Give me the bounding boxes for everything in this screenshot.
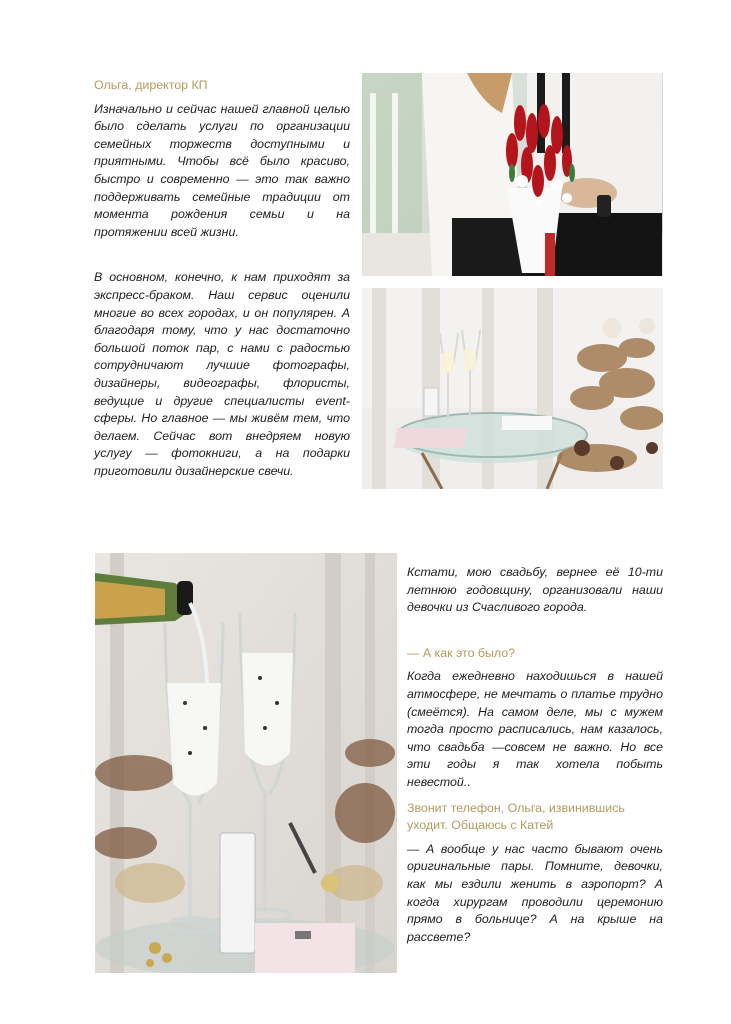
couple-bouquet-illustration (362, 73, 663, 276)
paragraph-answer: Когда ежедневно находишься в нашей атмосфере, не мечтать о платье трудно (смеётся). На самом деле, мы с мужем тогда просто расписались, нам казалось, что свадьба —совсем не важно. Но все эти годы я так хотела побыть невестой.. (407, 669, 663, 789)
interview-question: — А как это было? (407, 645, 516, 660)
speaker-caption: Ольга, директор КП (94, 78, 208, 92)
glass-table-illustration (362, 288, 663, 489)
narrator-note: Звонит телефон, Ольга, извинившись уходит. Общаюсь с Катей (407, 800, 625, 833)
photo-champagne-glasses (95, 553, 397, 973)
photo-ceremony-table (362, 288, 663, 489)
paragraph-service: В основном, конечно, к нам приходят за экспресс-браком. Наш сервис оценили многие во всех городах, и он популярен. А благодаря тому, что у нас достаточно большой поток пар, с нами с радостью сотрудничают лучшие фотографы, дизайнеры, видеографы, флористы, ведущие и другие специалисты event-сферы. Но главное — мы живём тем, что делаем. Сейчас вот внедряем новую услугу — фотокниги, а на подарки приготовили дизайнерские свечи. (94, 270, 350, 478)
article-column-top (94, 77, 350, 480)
paragraph-intro: Изначально и сейчас нашей главной целью было сделать услуги по организации семейных торжеств доступными и приятными. Чтобы всё было красиво, быстро и современно — это так важно поддерживать семейные традиции от момента рождения семьи и на протяжении всей жизни. (94, 101, 350, 239)
photo-couple-with-bouquet (362, 73, 663, 276)
champagne-illustration (95, 553, 397, 973)
paragraph-quote: — А вообще у нас часто бывают очень оригинальные пары. Помните, девочки, как мы ездили женить в аэропорт? А когда хирургам проводили церемонию прямо в больнице? А на крыше на рассвете? (407, 841, 663, 944)
paragraph-anniversary: Кстати, мою свадьбу, вернее её 10-ти летнюю годовщину, организовали наши девочки из Счасливого города. (407, 565, 663, 615)
article-column-bottom (407, 564, 663, 946)
